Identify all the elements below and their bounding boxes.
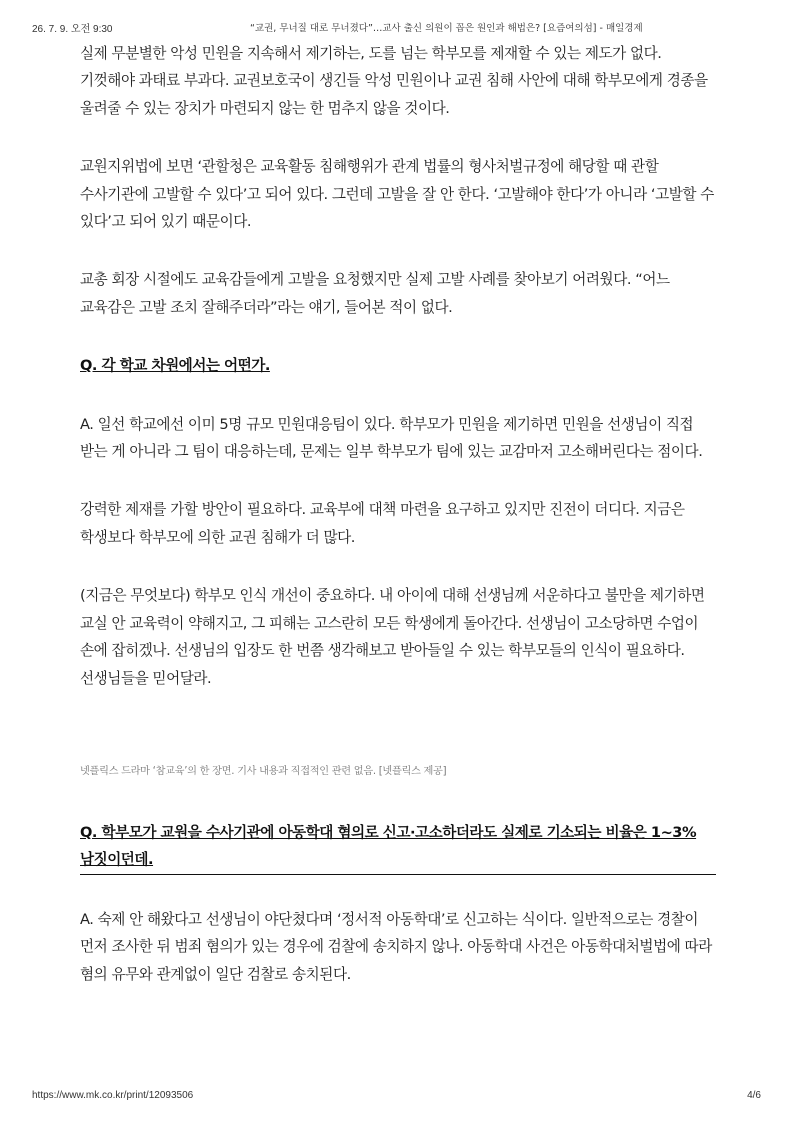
article-paragraph: 교총 회장 시절에도 교육감들에게 고발을 요청했지만 실제 고발 사례를 찾아보기 어려웠다. “어느 교육감은 고발 조치 잘해주더라”라는 얘기, 들어본 적이 없다. xyxy=(80,271,670,316)
spacer xyxy=(80,551,716,582)
interview-answer: 강력한 제재를 가할 방안이 필요하다. 교육부에 대책 마련을 요구하고 있지만 진전이 더디다. 지금은 학생보다 학부모에 의한 교권 침해가 더 많다. xyxy=(80,501,685,546)
interview-question xyxy=(80,819,716,875)
image-placeholder xyxy=(80,692,716,764)
print-footer xyxy=(32,1090,761,1106)
page-number: 4/6 xyxy=(747,1090,761,1101)
interview-answer: A. 일선 학교에선 이미 5명 규모 민원대응팀이 있다. 학부모가 민원을 제기하면 민원을 선생님이 직접 받는 게 아니라 그 팀이 대응하는데, 문제는 일부 학부모가 팀에 있는 교감마저 고소해버린다는 점이다. xyxy=(80,415,703,461)
interview-question: Q. 각 학교 차원에서는 어떤가. xyxy=(80,357,270,375)
spacer xyxy=(80,122,716,153)
spacer xyxy=(80,780,716,819)
article-body xyxy=(80,40,716,988)
spacer xyxy=(80,875,716,906)
spacer xyxy=(80,235,716,266)
spacer xyxy=(80,465,716,496)
photo-caption: 넷플릭스 드라마 ‘참교육’의 한 장면. 기사 내용과 직접적인 관련 없음. [넷플릭스 제공] xyxy=(80,765,447,777)
spacer xyxy=(80,321,716,352)
spacer xyxy=(80,380,716,411)
interview-question-text: Q. 학부모가 교원을 수사기관에 아동학대 혐의로 신고·고소하더라도 실제로 기소되는 비율은 1~3% 남짓이던데. xyxy=(80,823,697,869)
interview-answer: (지금은 무엇보다) 학부모 인식 개선이 중요하다. 내 아이에 대해 선생님께 서운하다고 불만을 제기하면 교실 안 교육력이 약해지고, 그 피해는 고스란히 모든 학생에게 돌아간다. 선생님이 고소당하면 수업이 손에 잡히겠나. 선생님의 입장도 한 번쯤 생각해보고 받아들일 수 있는 학부모들의 인식이 필요하다. 선생님들을 믿어달라. xyxy=(80,587,705,687)
print-page-title: “교권, 무너질 대로 무너졌다”…교사 출신 의원이 꼽은 원인과 해법은? [요즘여의섬] - 매일경제 xyxy=(250,23,643,34)
article-paragraph: 교원지위법에 보면 ‘관할청은 교육활동 침해행위가 관계 법률의 형사처벌규정에 해당할 때 관할 수사기관에 고발할 수 있다’고 되어 있다. 그런데 고발을 잘 안 한다. ‘고발해야 한다’가 아니라 ‘고발할 수 있다’고 되어 있기 때문이다. xyxy=(80,158,714,231)
article-paragraph: 실제 무분별한 악성 민원을 지속해서 제기하는, 도를 넘는 학부모를 제재할 수 있는 제도가 없다. 기껏해야 과태료 부과다. 교권보호국이 생긴들 악성 민원이나 교권 침해 사안에 대해 학부모에게 경종을 울려줄 수 있는 장치가 마련되지 않는 한 멈추지 않을 것이다. xyxy=(80,45,708,117)
print-date: 26. 7. 9. 오전 9:30 xyxy=(32,24,113,35)
print-header xyxy=(32,20,761,36)
interview-answer: A. 숙제 안 해왔다고 선생님이 야단쳤다며 ‘정서적 아동학대’로 신고하는 식이다. 일반적으로는 경찰이 먼저 조사한 뒤 범죄 혐의가 있는 경우에 검찰에 송치하지 않나. 아동학대 사건은 아동학대처벌법에 따라 혐의 유무와 관계없이 일단 검찰로 송치된다. xyxy=(80,910,712,983)
print-url: https://www.mk.co.kr/print/12093506 xyxy=(32,1090,194,1101)
